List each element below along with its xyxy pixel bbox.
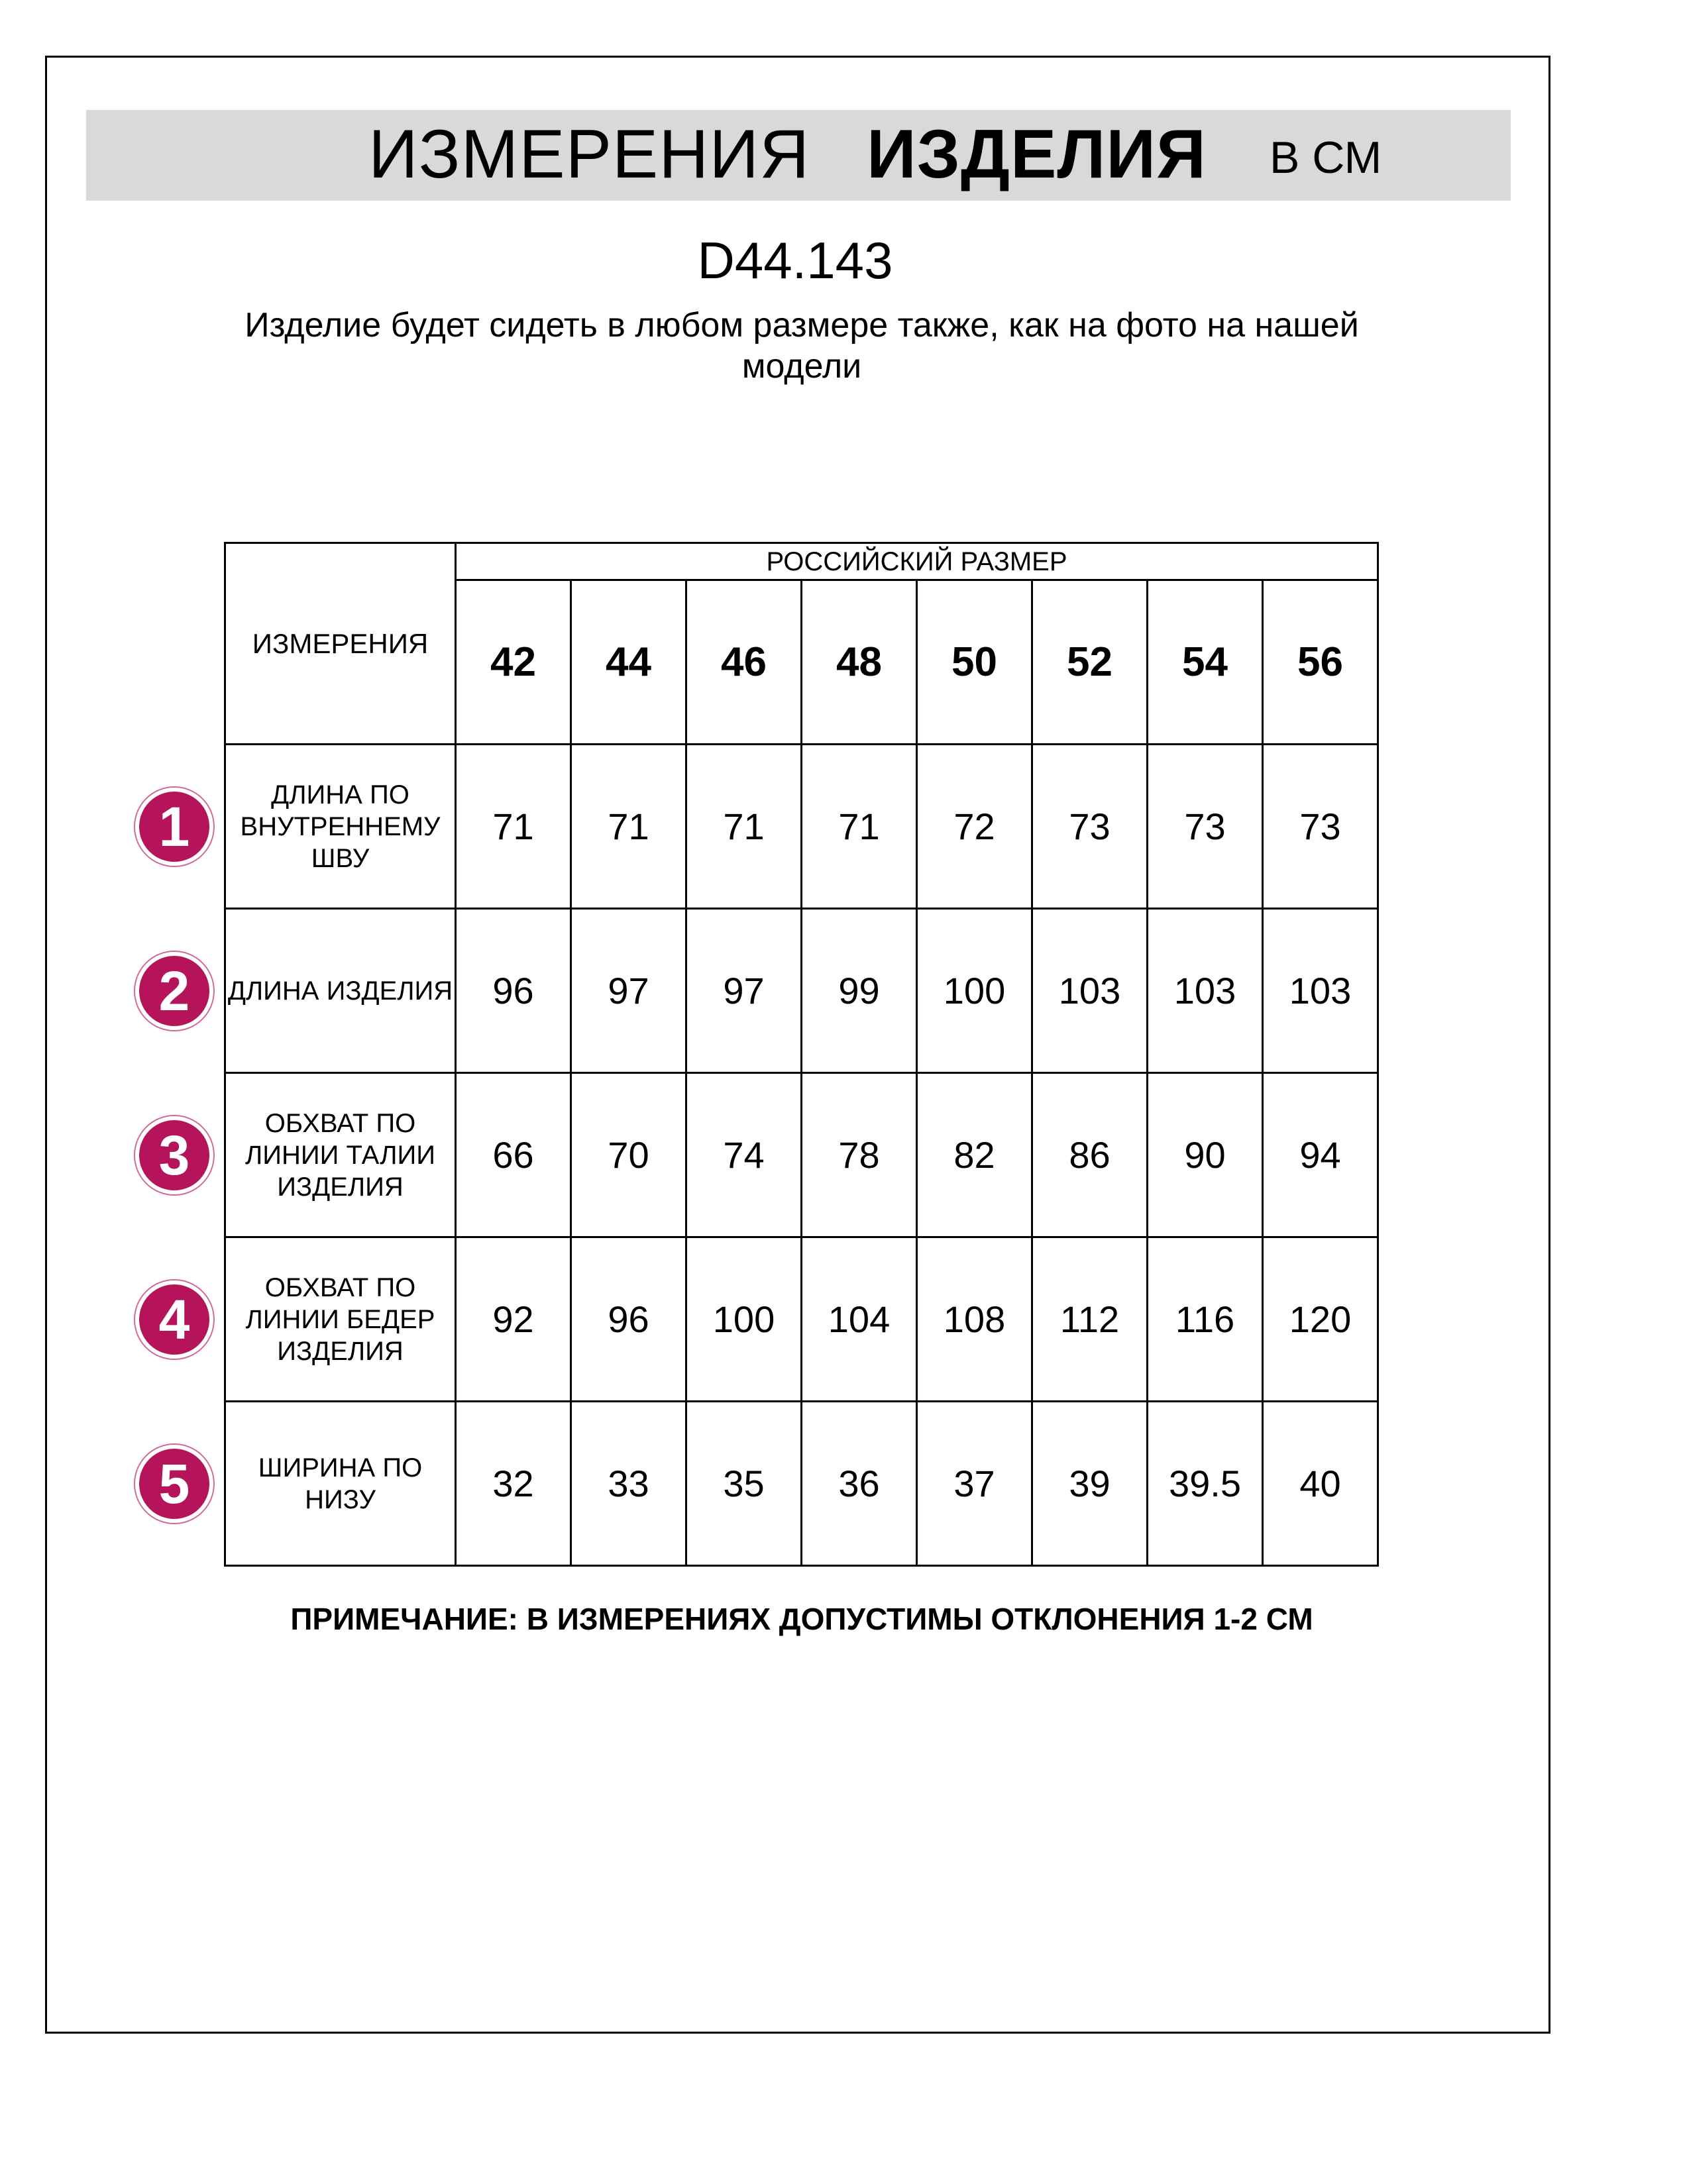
table-cell: 96 [456, 909, 571, 1073]
table-cell: 39 [1032, 1402, 1148, 1566]
table-row [225, 745, 1378, 909]
table-cell: 100 [686, 1237, 802, 1402]
row-label: ДЛИНА ИЗДЕЛИЯ [225, 909, 456, 1073]
table-cell: 112 [1032, 1237, 1148, 1402]
size-header: 46 [686, 580, 802, 745]
table-cell: 99 [802, 909, 917, 1073]
table-cell: 97 [571, 909, 686, 1073]
table-cell: 96 [571, 1237, 686, 1402]
row-label: ДЛИНА ПО ВНУТРЕННЕМУ ШВУ [225, 745, 456, 909]
size-header: 56 [1263, 580, 1378, 745]
table-cell: 108 [917, 1237, 1032, 1402]
table-cell: 82 [917, 1073, 1032, 1237]
table-cell: 71 [571, 745, 686, 909]
row-number-badge: 2 [135, 952, 213, 1030]
row-number-badge: 3 [135, 1116, 213, 1194]
table-cell: 66 [456, 1073, 571, 1237]
table-cell: 40 [1263, 1402, 1378, 1566]
table-cell: 33 [571, 1402, 686, 1566]
row-number-badge: 1 [135, 788, 213, 866]
table-cell: 70 [571, 1073, 686, 1237]
size-group-header: РОССИЙСКИЙ РАЗМЕР [456, 543, 1378, 580]
table-cell: 90 [1148, 1073, 1263, 1237]
size-header: 48 [802, 580, 917, 745]
tolerance-note: ПРИМЕЧАНИЕ: В ИЗМЕРЕНИЯХ ДОПУСТИМЫ ОТКЛОНЕНИЯ 1-2 СМ [290, 1602, 1313, 1636]
size-header: 44 [571, 580, 686, 745]
table-cell: 37 [917, 1402, 1032, 1566]
table-cell: 103 [1148, 909, 1263, 1073]
table-cell: 100 [917, 909, 1032, 1073]
title-regular: ИЗМЕРЕНИЯ [368, 116, 810, 193]
size-header: 42 [456, 580, 571, 745]
measurements-header: ИЗМЕРЕНИЯ [225, 543, 456, 745]
table-row [225, 1402, 1378, 1566]
table-cell: 97 [686, 909, 802, 1073]
table-cell: 78 [802, 1073, 917, 1237]
table-cell: 71 [686, 745, 802, 909]
table-cell: 71 [456, 745, 571, 909]
table-cell: 73 [1263, 745, 1378, 909]
table-cell: 92 [456, 1237, 571, 1402]
row-label: ОБХВАТ ПО ЛИНИИ БЕДЕР ИЗДЕЛИЯ [225, 1237, 456, 1402]
table-cell: 39.5 [1148, 1402, 1263, 1566]
size-header: 54 [1148, 580, 1263, 745]
table-cell: 35 [686, 1402, 802, 1566]
row-number-badge: 4 [135, 1280, 213, 1359]
row-label: ОБХВАТ ПО ЛИНИИ ТАЛИИ ИЗДЕЛИЯ [225, 1073, 456, 1237]
table-cell: 86 [1032, 1073, 1148, 1237]
table-row [225, 909, 1378, 1073]
size-table [224, 542, 1379, 1567]
table-row [225, 1073, 1378, 1237]
table-cell: 32 [456, 1402, 571, 1566]
table-cell: 103 [1032, 909, 1148, 1073]
row-number-badge: 5 [135, 1445, 213, 1523]
fit-description: Изделие будет сидеть в любом размере также, как на фото на нашей модели [244, 306, 1359, 386]
table-cell: 71 [802, 745, 917, 909]
table-cell: 36 [802, 1402, 917, 1566]
title-bold: ИЗДЕЛИЯ [867, 116, 1207, 193]
title-unit: В СМ [1270, 132, 1382, 183]
row-label: ШИРИНА ПО НИЗУ [225, 1402, 456, 1566]
table-cell: 73 [1148, 745, 1263, 909]
size-header: 50 [917, 580, 1032, 745]
table-cell: 116 [1148, 1237, 1263, 1402]
table-cell: 94 [1263, 1073, 1378, 1237]
table-cell: 73 [1032, 745, 1148, 909]
table-cell: 74 [686, 1073, 802, 1237]
table-cell: 104 [802, 1237, 917, 1402]
size-header: 52 [1032, 580, 1148, 745]
table-row [225, 1237, 1378, 1402]
table-cell: 120 [1263, 1237, 1378, 1402]
product-code: D44.143 [697, 231, 893, 289]
table-cell: 72 [917, 745, 1032, 909]
table-cell: 103 [1263, 909, 1378, 1073]
